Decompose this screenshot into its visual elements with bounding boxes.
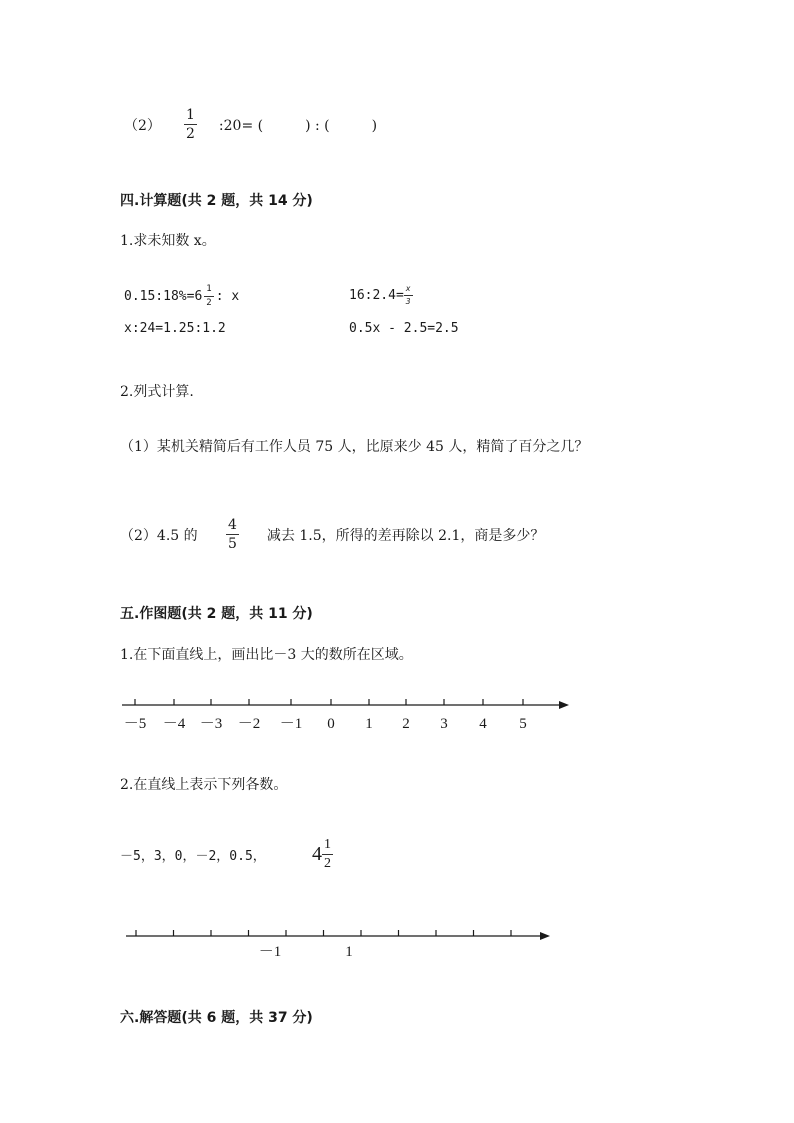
number-line-2[interactable] <box>0 920 794 965</box>
fraction-numerator: 1 <box>322 838 333 855</box>
number-line-1-tick-label: －5 <box>123 716 147 732</box>
q2-part2-right: 减去 1.5，所得的差再除以 2.1，商是多少？ <box>266 527 545 544</box>
section4-q1-title: 1.求未知数 x。 <box>120 233 216 249</box>
fraction-denominator: 2 <box>186 126 195 142</box>
section5-q1-title: 1.在下面直线上，画出比－3 大的数所在区域。 <box>120 647 413 663</box>
equation-1-right: : x <box>215 289 240 304</box>
equation-1-left: 0.15:18%=6 <box>124 289 203 304</box>
q2-ratio-label: （2） <box>124 117 161 134</box>
number-line-1-tick-label: 3 <box>440 716 448 732</box>
section6-heading: 六.解答题(共 6 题，共 37 分) <box>120 1010 313 1026</box>
number-line-1-tick-label: 5 <box>519 716 527 732</box>
q2-part2-fraction <box>226 518 239 551</box>
q2-ratio-line <box>124 108 377 141</box>
numbers-list: －5，3，0，－2，0.5， <box>120 849 266 864</box>
fraction-denominator: 2 <box>206 298 212 308</box>
number-line-1-tick-label: 0 <box>327 716 335 732</box>
section5-q2-title: 2.在直线上表示下列各数。 <box>120 777 288 793</box>
fraction-denominator: 5 <box>228 536 237 552</box>
arrow-right-icon <box>540 932 550 940</box>
number-line-1-tick-label: －1 <box>279 716 303 732</box>
equation-4: 0.5x - 2.5=2.5 <box>349 321 459 336</box>
equation-1-fraction <box>204 285 213 308</box>
arrow-right-icon <box>559 701 569 709</box>
number-line-1-tick-label: －2 <box>237 716 261 732</box>
equation-3: x:24=1.25:1.2 <box>124 321 226 336</box>
fraction-numerator: 1 <box>186 107 195 123</box>
section4-heading: 四.计算题(共 2 题，共 14 分) <box>120 193 313 209</box>
fraction-numerator: x <box>404 285 413 296</box>
section4-q2-title: 2.列式计算. <box>120 384 194 400</box>
q2-ratio-rest: :20= ( ) : ( ) <box>218 117 378 134</box>
mixed-number-whole: 4 <box>312 843 322 865</box>
section5-heading: 五.作图题(共 2 题，共 11 分) <box>120 606 313 622</box>
equation-2 <box>349 285 413 306</box>
numbers-to-plot <box>120 838 333 871</box>
number-line-1[interactable] <box>0 690 794 740</box>
number-line-1-tick-label: 1 <box>365 716 373 732</box>
q2-ratio-fraction <box>184 108 197 141</box>
number-line-1-tick-label: 2 <box>402 716 410 732</box>
number-line-2-tick-label: 1 <box>345 944 353 960</box>
number-line-1-tick-label: －3 <box>199 716 223 732</box>
q2-part2-left: （2）4.5 的 <box>120 527 198 544</box>
section4-q2-part1: （1）某机关精简后有工作人员 75 人，比原来少 45 人，精简了百分之几？ <box>120 439 589 455</box>
section4-q2-part2 <box>120 518 544 551</box>
fraction-denominator: 2 <box>324 856 331 871</box>
equation-1 <box>124 285 239 308</box>
fraction-numerator: 1 <box>204 285 213 297</box>
fraction-denominator: 3 <box>405 297 411 306</box>
mixed-number-fraction <box>322 838 333 871</box>
mixed-number <box>312 838 333 871</box>
equation-2-fraction <box>404 285 413 306</box>
number-line-1-tick-label: 4 <box>479 716 487 732</box>
number-line-2-tick-label: －1 <box>258 944 282 960</box>
number-line-1-tick-label: －4 <box>162 716 186 732</box>
fraction-numerator: 4 <box>228 517 237 533</box>
equation-2-left: 16:2.4= <box>349 288 404 303</box>
